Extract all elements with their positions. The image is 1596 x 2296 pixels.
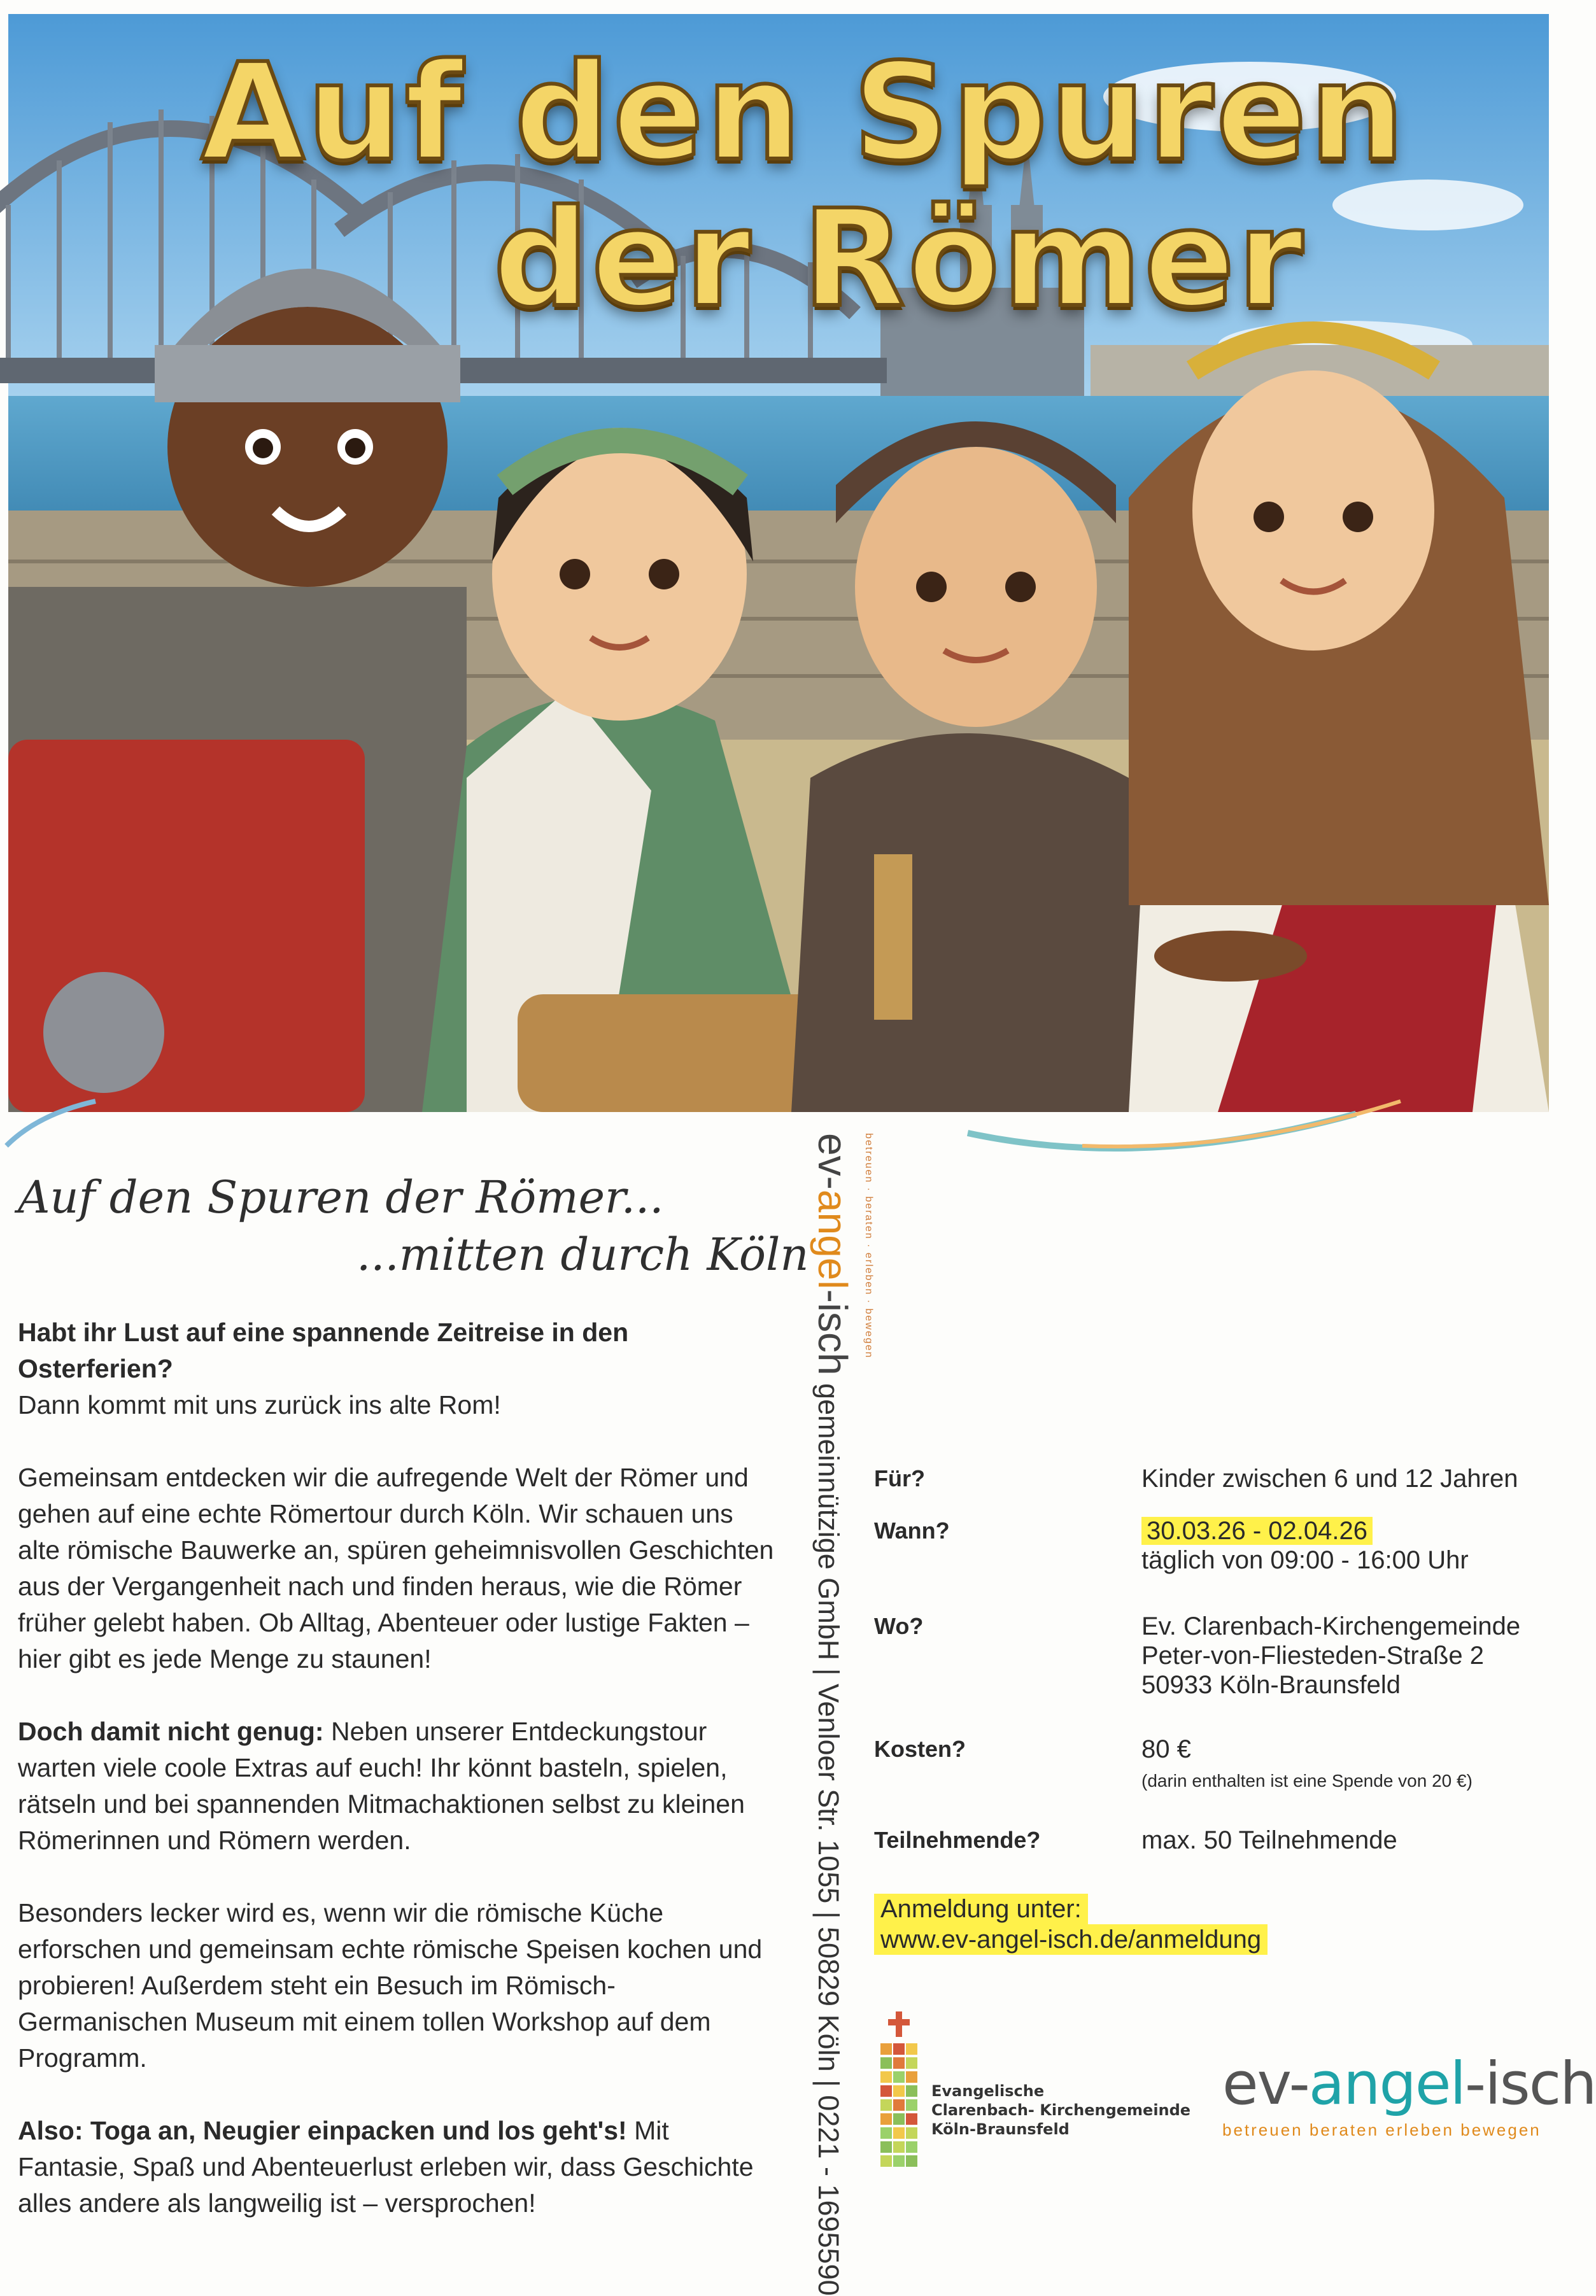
ev-angel-isch-logo: [1222, 2050, 1596, 2140]
church-name: [931, 2081, 1190, 2139]
extras-text: Neben unserer Entdeckungstour warten viele coole Extras auf euch! Ihr könnt basteln, spielen, rätseln und bei spannenden Mitmachaktionen selbst zu kleinen Römerinnen und Römern werden.: [18, 1717, 745, 1855]
hero-illustration: [8, 14, 1549, 1112]
side-text-rotated: [799, 1133, 874, 2296]
value-kosten-note: (darin enthalten ist eine Spende von 20 €): [1141, 1771, 1472, 1791]
label-wann: Wann?: [874, 1518, 950, 1544]
brand-tagline: betreuen beraten erleben bewegen: [1222, 2120, 1541, 2139]
side-logo-accent: angel: [810, 1189, 856, 1290]
side-logo: [810, 1133, 856, 1376]
signup-label: Anmeldung unter:: [874, 1894, 1088, 1924]
value-wann-date: 30.03.26 - 02.04.26: [1141, 1517, 1373, 1545]
church-line2: Clarenbach- Kirchengemeinde: [931, 2101, 1191, 2119]
brand-post: -isch: [1465, 2050, 1596, 2118]
church-logo: [874, 2011, 1205, 2177]
intro-paragraph: [18, 1314, 782, 1423]
hero-title-line2: der Römer: [493, 181, 1306, 337]
value-wo-line2: Peter-von-Fliesteden-Straße 2: [1141, 1642, 1485, 1670]
church-line1: Evangelische: [931, 2082, 1045, 2100]
church-mosaic-icon: [874, 2011, 925, 2177]
label-wo: Wo?: [874, 1613, 924, 1639]
signup-block: [874, 1894, 1268, 1955]
value-teilnehmende: max. 50 Teilnehmende: [1141, 1826, 1397, 1854]
decorative-swoosh: [0, 1076, 1579, 1165]
value-fuer: Kinder zwischen 6 und 12 Jahren: [1141, 1465, 1518, 1493]
body-text: [18, 1314, 782, 2258]
paragraph-tour: Gemeinsam entdecken wir die aufregende Welt der Römer und gehen auf eine echte Römertour durch Köln. Wir schauen uns alte römische Bauwerke an, spüren geheimnisvollen Geschichten aus der Vergangenheit nach und finden heraus, wie die Römer früher gelebt haben. Ob Alltag, Abenteuer oder lustige Fakten – hier gibt es jede Menge zu staunen!: [18, 1463, 774, 1673]
side-tagline: betreuen · beraten · erleben · bewegen: [863, 1133, 874, 1359]
side-organization-info: [799, 1133, 874, 2296]
value-wo-line1: Ev. Clarenbach-Kirchengemeinde: [1141, 1612, 1521, 1640]
intro-question: Habt ihr Lust auf eine spannende Zeitreise in den Osterferien?: [18, 1318, 629, 1383]
side-address: gemeinnützige GmbH | Venloer Str. 1055 | 50829 Köln | 0221 - 1695590: [812, 1383, 845, 2296]
church-line3: Köln-Braunsfeld: [931, 2120, 1070, 2138]
brand-pre: ev-: [1222, 2050, 1309, 2118]
subtitle-line2: ...mitten durch Köln: [357, 1229, 809, 1281]
side-logo-post: -isch: [810, 1289, 856, 1376]
brand-wordmark: [1222, 2050, 1596, 2118]
signup-link[interactable]: www.ev-angel-isch.de/anmeldung: [874, 1924, 1268, 1955]
closing-lead: Also: Toga an, Neugier einpacken und los geht's!: [18, 2116, 627, 2145]
label-teilnehmende: Teilnehmende?: [874, 1827, 1041, 1853]
paragraph-extras: [18, 1714, 782, 1859]
paragraph-closing: [18, 2113, 782, 2222]
label-kosten: Kosten?: [874, 1736, 966, 1762]
hero-title: [8, 34, 1549, 337]
value-wo-line3: 50933 Köln-Braunsfeld: [1141, 1671, 1401, 1699]
paragraph-cooking: Besonders lecker wird es, wenn wir die römische Küche erforschen und gemeinsam echte römische Speisen kochen und probieren! Außerdem steht ein Besuch im Römisch-Germanischen Museum mit einem tollen Workshop auf dem Programm.: [18, 1898, 763, 2073]
hero-title-line1: Auf den Spuren: [201, 34, 1408, 190]
closing-text: Mit Fantasie, Spaß und Abenteuerlust erleben wir, dass Geschichte alles andere als langweilig ist – versprochen!: [18, 2116, 754, 2218]
extras-lead: Doch damit nicht genug:: [18, 1717, 324, 1746]
subtitle-line1: Auf den Spuren der Römer...: [18, 1171, 664, 1223]
side-logo-pre: ev-: [810, 1133, 856, 1190]
value-wann-time: täglich von 09:00 - 16:00 Uhr: [1141, 1546, 1469, 1574]
intro-text: Dann kommt mit uns zurück ins alte Rom!: [18, 1390, 501, 1419]
value-kosten: 80 €: [1141, 1735, 1191, 1763]
label-fuer: Für?: [874, 1465, 925, 1491]
brand-accent: angel: [1308, 2050, 1465, 2118]
